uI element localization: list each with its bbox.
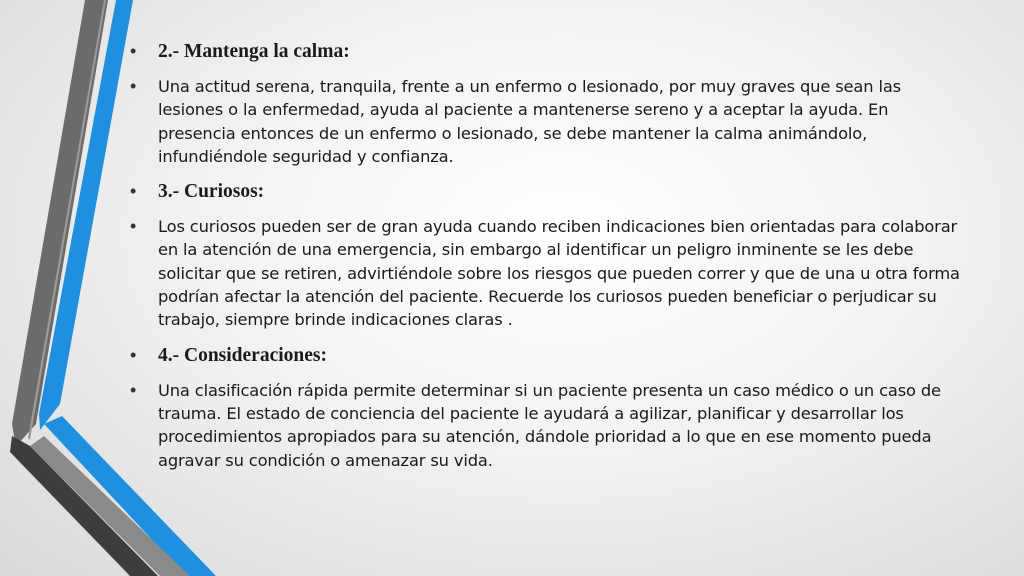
heading-text: 4.- Consideraciones: [158,344,327,366]
bullet-paragraph-consideraciones [128,379,968,472]
paragraph-text: Una clasificación rápida permite determinar si un paciente presenta un caso médico o un caso de trauma. El estado de conciencia del paciente le ayudará a agilizar, planificar y desarrollar los procedimientos apropiados para su atención, dándole prioridad a lo que en ese momento pueda agravar su condición o amenazar su vida. [158,380,941,470]
bullet-heading-calma [128,40,968,63]
bullet-heading-consideraciones [128,344,968,367]
bullet-dot: • [130,379,137,400]
bullet-heading-curiosos [128,180,968,203]
bullet-dot: • [130,76,137,96]
paragraph-text: Una actitud serena, tranquila, frente a un enfermo o lesionado, por muy graves que sean las lesiones o la enfermedad, ayuda al paciente a mantenerse sereno y a aceptar la ayuda. En presencia entonces de un enfermo o lesionado, se debe mantener la calma animándolo, infundiéndole seguridad y confianza. [158,77,901,166]
bullet-paragraph-curiosos [128,215,968,331]
bullet-paragraph-calma [128,75,968,168]
bullet-dot: • [130,181,137,202]
bullet-dot: • [130,216,137,237]
slide-body [128,40,968,484]
heading-text: 2.- Mantenga la calma: [158,41,350,62]
bullet-dot: • [130,41,137,61]
heading-text: 3.- Curiosos: [158,181,265,203]
paragraph-text: Los curiosos pueden ser de gran ayuda cuando reciben indicaciones bien orientadas para colaborar en la atención de una emergencia, sin embargo al identificar un peligro inminente se les debe solicitar que se retiren, advirtiéndole sobre los riesgos que pueden correr y que de una u otra forma podrían afectar la atención del paciente. Recuerde los curiosos pueden beneficiar o perjudicar su trabajo, siempre brinde indicaciones claras . [158,217,960,330]
bullet-dot: • [130,344,137,365]
thin-line [28,0,106,440]
